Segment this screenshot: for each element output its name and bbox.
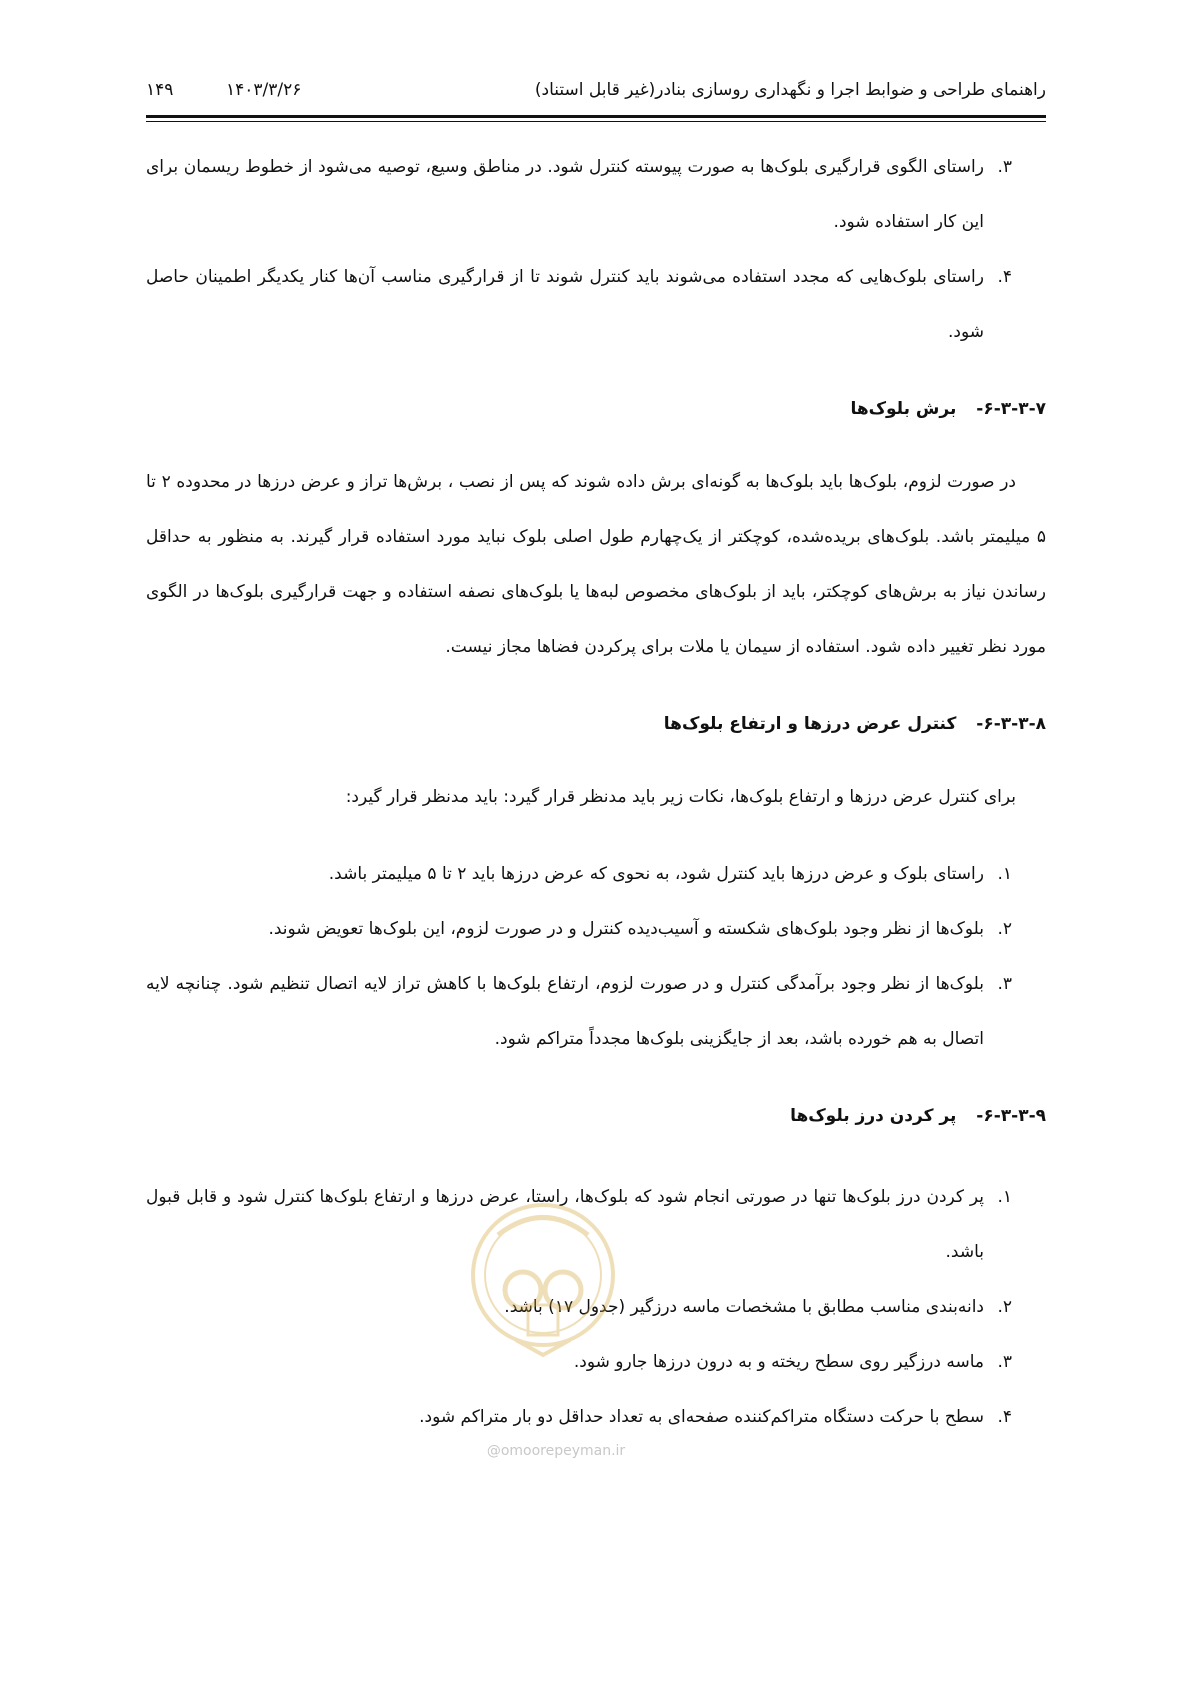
header-date: ۱۴۰۳/۳/۲۶ [226, 80, 302, 100]
list-item-text: راستای الگوی قرارگیری بلوک‌ها به صورت پیوسته کنترل شود. در مناطق وسیع، توصیه می‌شود از خطوط ریسمان برای این کار استفاده شود. [146, 157, 984, 232]
list-item [146, 902, 1046, 957]
section-heading-8 [146, 697, 1046, 752]
list-item-text: دانه‌بندی مناسب مطابق با مشخصات ماسه درزگیر (جدول ۱۷) باشد. [504, 1297, 984, 1317]
page-header [146, 80, 1046, 110]
header-rule-thin [146, 121, 1046, 122]
list-item-number: ۲. [997, 919, 1012, 939]
list-item-number: ۴. [997, 1407, 1012, 1427]
list-item-text: راستای بلوک و عرض درزها باید کنترل شود، به نحوی که عرض درزها باید ۲ تا ۵ میلیمتر باشد. [328, 864, 984, 884]
list-item [146, 1390, 1046, 1445]
section-heading-7 [146, 382, 1046, 437]
section-title: کنترل عرض درزها و ارتفاع بلوک‌ها [663, 714, 957, 734]
spacer [146, 1162, 1046, 1170]
section-title: برش بلوک‌ها [850, 399, 957, 419]
section-title: پر کردن درز بلوک‌ها [790, 1106, 957, 1126]
list-item-number: ۲. [997, 1297, 1012, 1317]
list-item [146, 140, 1046, 250]
list-item [146, 957, 1046, 1067]
header-rule-thick [146, 115, 1046, 118]
list-item-text: راستای بلوک‌هایی که مجدد استفاده می‌شوند باید کنترل شوند تا از قرارگیری مناسب آن‌ها کنار یکدیگر اطمینان حاصل شود. [146, 267, 984, 342]
list-item-number: ۴. [997, 267, 1012, 287]
list-item-text: بلوک‌ها از نظر وجود بلوک‌های شکسته و آسیب‌دیده کنترل و در صورت لزوم، این بلوک‌ها تعویض شوند. [268, 919, 984, 939]
list-item-number: ۳. [997, 974, 1012, 994]
section-intro: برای کنترل عرض درزها و ارتفاع بلوک‌ها، نکات زیر باید مدنظر قرار گیرد: باید مدنظر قرار گیرد: [345, 787, 1016, 807]
list-item-number: ۳. [997, 157, 1012, 177]
section-heading-9 [146, 1089, 1046, 1144]
section-paragraph: در صورت لزوم، بلوک‌ها باید بلوک‌ها به گونه‌ای برش داده شوند که پس از نصب ، برش‌ها تراز و عرض درزها در محدوده ۲ تا ۵ میلیمتر باشد. بلوک‌های بریده‌شده، کوچکتر از یک‌چهارم طول اصلی بلوک نباید مورد استفاده قرار گیرند. به منظور به حداقل رساندن نیاز به برش‌های کوچکتر، باید از بلوک‌های مخصوص لبه‌ها یا بلوک‌های نصفه استفاده و جهت قرارگیری بلوک‌ها در الگوی مورد نظر تغییر داده شود. استفاده از سیمان یا ملات برای پرکردن فضاها مجاز نیست. [146, 472, 1046, 657]
list-item-number: ۳. [997, 1352, 1012, 1372]
page-number: ۱۴۹ [146, 80, 174, 100]
list-item [146, 847, 1046, 902]
list-item [146, 250, 1046, 360]
section-number: ۶-۳-۳-۸- [976, 714, 1046, 734]
list-item-number: ۱. [997, 1187, 1012, 1207]
section-number: ۶-۳-۳-۷- [976, 399, 1046, 419]
list-item-text: بلوک‌ها از نظر وجود برآمدگی کنترل و در صورت لزوم، ارتفاع بلوک‌ها با کاهش تراز لایه اتصال تنظیم شود. چنانچه لایه اتصال به هم خورده باشد، بعد از جایگزینی بلوک‌ها مجدداً متراکم شود. [146, 974, 984, 1049]
list-item-text: ماسه درزگیر روی سطح ریخته و به درون درزها جارو شود. [573, 1352, 984, 1372]
watermark-text: @omoorepeyman.ir [486, 1443, 626, 1459]
watermark-logo-icon [468, 1180, 618, 1370]
header-title: راهنمای طراحی و ضوابط اجرا و نگهداری روسازی بنادر(غیر قابل استناد) [534, 80, 1046, 100]
section-number: ۶-۳-۳-۹- [976, 1106, 1046, 1126]
list-item-text: پر کردن درز بلوک‌ها تنها در صورتی انجام شود که بلوک‌ها، راستا، عرض درزها و ارتفاع بلوک‌ها کنترل شود و قابل قبول باشد. [146, 1187, 984, 1262]
list-item-number: ۱. [997, 864, 1012, 884]
list-item-text: سطح با حرکت دستگاه متراکم‌کننده صفحه‌ای به تعداد حداقل دو بار متراکم شود. [419, 1407, 984, 1427]
